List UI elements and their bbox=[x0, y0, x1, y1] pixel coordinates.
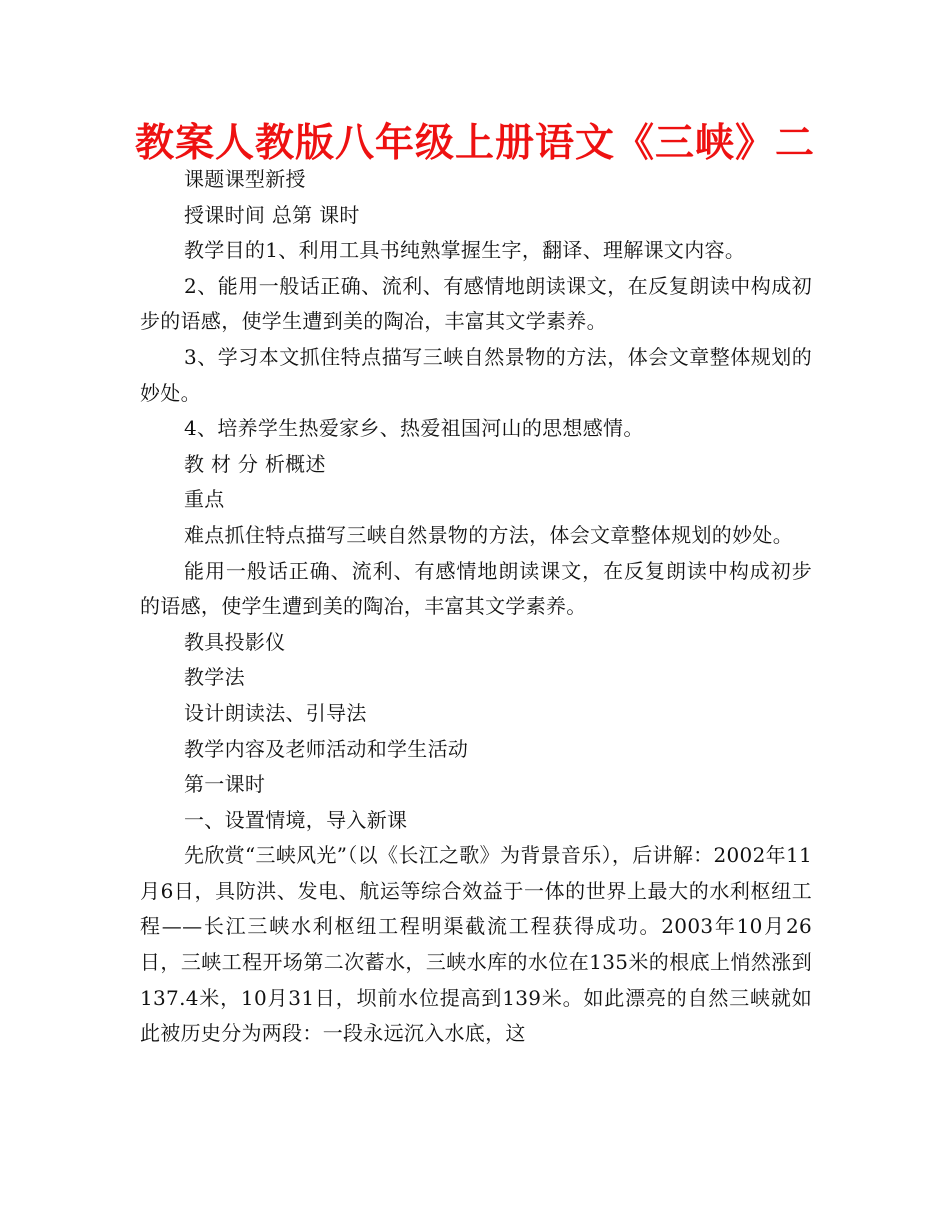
document-body bbox=[140, 162, 812, 1052]
paragraph-key-point: 重点 bbox=[184, 487, 225, 512]
paragraph-course-type: 课题课型新授 bbox=[184, 167, 306, 191]
paragraph-method: 设计朗读法、引导法 bbox=[184, 700, 367, 725]
paragraph-difficulty: 难点抓住特点描写三峡自然景物的方法，体会文章整体规划的妙处。 bbox=[184, 522, 793, 547]
paragraph-activities-heading: 教学内容及老师活动和学生活动 bbox=[184, 736, 469, 761]
paragraph-objective-3: 3、学习本文抓住特点描写三峡自然景物的方法，体会文章整体规划的妙处。 bbox=[140, 344, 812, 405]
paragraph-material-analysis: 教 材 分 析概述 bbox=[184, 451, 326, 476]
paragraph-section-intro: 一、设置情境，导入新课 bbox=[184, 807, 408, 832]
paragraph-class-time: 授课时间 总第 课时 bbox=[184, 202, 360, 227]
paragraph-introduction: 先欣赏“三峡风光”（以《长江之歌》为背景音乐），后讲解：2002年11月6日，具防洪、发电、航运等综合效益于一体的世界上最大的水利枢纽工程——长江三峡水利枢纽工程明渠截流工程获得成功。2003年10月26日，三峡工程开场第二次蓄水，三峡水库的水位在135米的根底上悄然涨到137.4米，10月31日，坝前水位提高到139米。如此漂亮的自然三峡就如此被历史分为两段：一段永远沉入水底，这 bbox=[140, 843, 812, 1046]
paragraph-objective-1: 教学目的1、利用工具书纯熟掌握生字，翻译、理解课文内容。 bbox=[184, 238, 746, 263]
paragraph-objective-4: 4、培养学生热爱家乡、热爱祖国河山的思想感情。 bbox=[184, 416, 644, 441]
paragraph-reading-goal: 能用一般话正确、流利、有感情地朗读课文，在反复朗读中构成初步的语感，使学生遭到美的陶冶，丰富其文学素养。 bbox=[140, 558, 812, 619]
paragraph-teaching-aid: 教具投影仪 bbox=[184, 629, 286, 654]
paragraph-first-lesson: 第一课时 bbox=[184, 772, 266, 797]
paragraph-objective-2: 2、能用一般话正确、流利、有感情地朗读课文，在反复朗读中构成初步的语感，使学生遭到美的陶冶，丰富其文学素养。 bbox=[140, 273, 812, 334]
document-title: 教案人教版八年级上册语文《三峡》二 bbox=[134, 121, 815, 166]
paragraph-method-heading: 教学法 bbox=[184, 665, 245, 690]
